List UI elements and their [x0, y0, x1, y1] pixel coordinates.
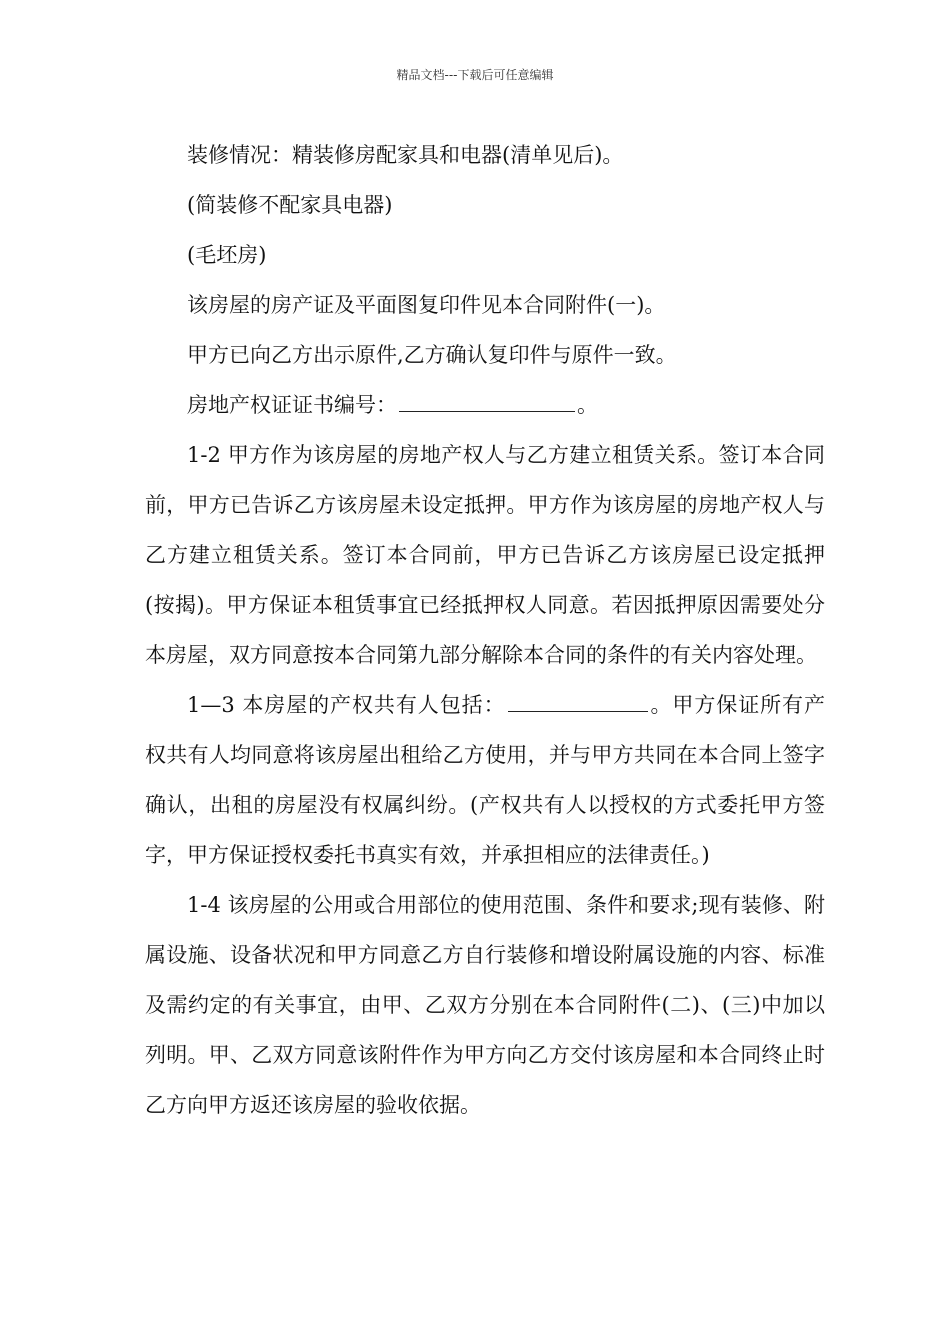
document-body: [145, 130, 825, 1130]
clause-1-3-start: 1—3 本房屋的产权共有人包括：: [187, 693, 506, 717]
certificate-number-end: 。: [577, 393, 598, 417]
page-header: 精品文档---下载后可任意编辑: [396, 68, 554, 82]
co-owner-blank: [508, 688, 648, 712]
clause-1-3: [145, 680, 825, 880]
certificate-copy-line: 该房屋的房产证及平面图复印件见本合同附件(一)。: [187, 293, 666, 317]
certificate-number-label: 房地产权证证书编号：: [187, 393, 397, 417]
certificate-number-blank: [399, 388, 575, 412]
original-shown-line: 甲方已向乙方出示原件,乙方确认复印件与原件一致。: [187, 343, 677, 367]
clause-1-3-rest: 。甲方保证所有产权共有人均同意将该房屋出租给乙方使用，并与甲方共同在本合同上签字确认，出租的房屋没有权属纠纷。(产权共有人以授权的方式委托甲方签字，甲方保证授权委托书真实有效，并承担相应的法律责任。): [145, 693, 825, 867]
certificate-number-line: [145, 380, 825, 430]
clause-1-2: 1-2 甲方作为该房屋的房地产权人与乙方建立租赁关系。签订本合同前，甲方已告诉乙方该房屋未设定抵押。甲方作为该房屋的房地产权人与乙方建立租赁关系。签订本合同前，甲方已告诉乙方该房屋已设定抵押(按揭)。甲方保证本租赁事宜已经抵押权人同意。若因抵押原因需要处分本房屋，双方同意按本合同第九部分解除本合同的条件的有关内容处理。: [145, 443, 825, 667]
decoration-line: 装修情况：精装修房配家具和电器(清单见后)。: [187, 143, 624, 167]
rough-house-line: (毛坯房): [187, 243, 267, 267]
simple-decoration-line: (简装修不配家具电器): [187, 193, 393, 217]
clause-1-4: 1-4 该房屋的公用或合用部位的使用范围、条件和要求;现有装修、附属设施、设备状况和甲方同意乙方自行装修和增设附属设施的内容、标准及需约定的有关事宜，由甲、乙双方分别在本合同附件(二)、(三)中加以列明。甲、乙双方同意该附件作为甲方向乙方交付该房屋和本合同终止时乙方向甲方返还该房屋的验收依据。: [145, 893, 825, 1117]
